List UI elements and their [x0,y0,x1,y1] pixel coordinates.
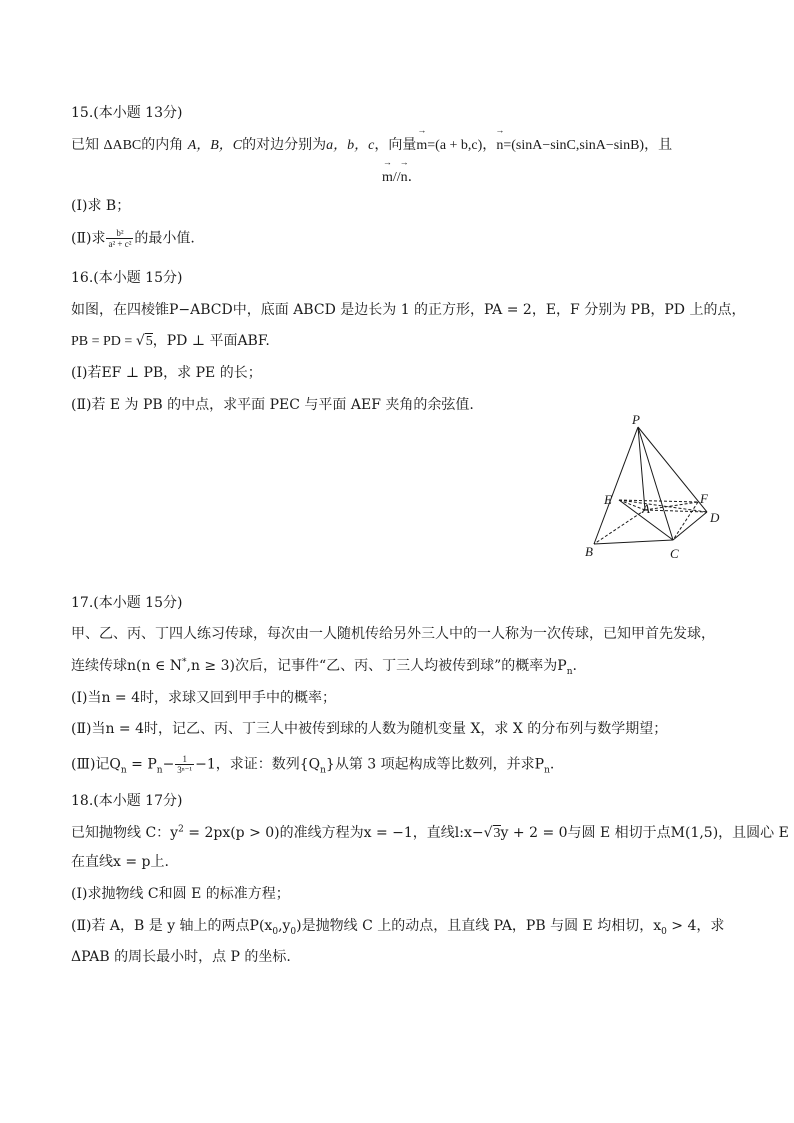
q15-fraction-denominator: a² + c² [108,239,132,249]
label-A: A [642,501,650,516]
q17-part3-c: − [162,756,175,773]
q18-part2-c: )是抛物线 C 上的动点，且直线 PA，PB 与圆 E 均相切，x [296,918,662,934]
edge-CD [673,512,707,540]
q15-parallel-condition [0,167,794,188]
q16-part2: (Ⅱ)若 E 为 PB 的中点，求平面 PEC 与平面 AEF 夹角的余弦值. [71,397,474,413]
q17-header: 17.(本小题 15分) [71,595,183,611]
q16-line2: PB = PD = √5，PD ⊥ 平面ABF. [71,333,270,349]
q18-header: 18.(本小题 17分) [71,793,183,809]
q15-stem-d: ，向量 [374,137,417,153]
label-P: P [632,412,640,427]
q17-fraction-denominator: 3ⁿ⁻¹ [177,765,193,775]
edge-AF [645,502,698,510]
label-C: C [670,546,679,561]
q15-part2 [71,228,195,249]
q18-part2-sub3: 0 [661,926,667,937]
q18-part2-d: > 4，求 [666,918,725,934]
q17-part1: (Ⅰ)当n = 4时，求球又回到甲手中的概率； [71,690,337,706]
q15-stem-c: 的对边分别为 [242,137,327,153]
q15-parallel-sep: // [392,170,401,185]
q17-fraction [175,754,194,775]
q15-fraction-numerator: b² [106,228,133,239]
q17-part3-sub1: n [120,765,127,776]
q18-part2-line2: ΔPAB 的周长最小时，点 P 的坐标. [71,949,291,965]
q15-vector-m-value: =(a + b,c)， [427,138,497,153]
q15-vector-n-value: =(sinA−sinC,sinA−sinB)，且 [503,138,673,153]
q18-part2 [71,916,724,936]
q17-line1: 甲、乙、丙、丁四人练习传球，每次由一人随机传给另外三人中的一人称为一次传球，已知甲首先发球， [71,626,715,642]
q17-part3-b: = P [126,756,157,773]
q17-line2-a: 连续传球n(n ∈ N [71,658,183,674]
q18-sqrt-value: 3 [493,826,501,841]
q17-part2: (Ⅱ)当n = 4时，记乙、丙、丁三人中被传到球的人数为随机变量 X，求 X 的分布列与数学期望； [71,721,668,737]
q17-line2-b: ,n ≥ 3)次后，记事件“乙、丙、丁三人均被传到球”的概率为P [186,658,567,674]
q16-line2-b: ，PD ⊥ 平面ABF. [152,333,270,349]
edge-PB [594,427,638,544]
q17-part3-sub4: n [544,765,550,776]
q18-line1-c: y + 2 = 0与圆 E 相切于点M(1,5)，且圆心 E [500,825,789,841]
q16-part1: (Ⅰ)若EF ⊥ PB，求 PE 的长； [71,365,262,381]
edge-AB [594,510,645,544]
label-F: F [700,491,708,506]
q17-line2 [71,656,577,676]
q17-line2-sup: * [182,657,187,668]
q17-part3-e: }从第 3 项起构成等比数列，并求P [325,756,545,773]
q15-stem [71,135,672,156]
q15-part1: (Ⅰ)求 B； [71,198,131,214]
q18-part2-sub2: 0 [290,926,297,937]
q15-vector-n: → n [496,136,503,156]
q18-part2-sub1: 0 [272,926,279,937]
q17-part3-f: . [549,756,555,773]
q16-header: 16.(本小题 15分) [71,270,183,286]
q15-header: 15.(本小题 13分) [71,105,183,121]
label-D: D [710,510,720,525]
q16-line1: 如图，在四棱锥P−ABCD中，底面 ABCD 是边长为 1 的正方形，PA = 2，E，F 分别为 PB，PD 上的点， [71,302,746,318]
q15-part2-pre: (Ⅱ)求 [71,230,106,247]
q17-part3-a: (Ⅲ)记Q [71,756,121,773]
q15-triangle: ΔABC [103,138,142,153]
q18-line2: 在直线x = p上. [71,854,169,870]
q18-line1-b: = 2px(p > 0)的准线方程为x = −1，直线l:x− [183,825,484,841]
q15-parallel-n: → n [401,168,408,188]
q17-part3-sub3: n [320,765,326,776]
edge-PD [638,427,707,512]
q18-part1: (Ⅰ)求抛物线 C和圆 E 的标准方程； [71,886,290,902]
q18-line1-sup: 2 [178,824,184,835]
edge-BC [594,540,673,544]
label-E: E [604,492,612,507]
q18-part2-a: (Ⅱ)若 A，B 是 y 轴上的两点P(x [71,918,273,934]
q15-parallel-end: . [407,169,413,185]
q18-line1: 已知抛物线 C：$y^2 = 2px(p > 0)$的准线方程为x = −1，直线l:x−√3y + 2 = 0与圆 E 相切于点M(1,5)，且圆心 E [71,824,789,841]
q15-stem-a: 已知 [71,137,104,153]
q15-stem-b: 的内角 [141,137,188,153]
q18-part2-b: ,y [278,918,291,934]
q15-vector-m: → m [416,136,427,156]
edge-FC [673,502,698,540]
q17-part3 [71,754,554,775]
q17-line2-sub: n [566,666,573,677]
q16-pyramid-figure [580,412,730,564]
q17-part3-sub2: n [156,765,163,776]
q15-side-vars: a，b，c [326,138,375,153]
q16-sqrt-value: 5 [145,334,153,349]
q15-parallel-m: → m [382,168,393,188]
q16-line2-a: PB = PD = [71,334,136,349]
q17-fraction-numerator: 1 [175,754,194,765]
q15-part2-post: 的最小值. [134,230,195,247]
q17-line2-c: . [572,658,577,674]
q18-line1-a: 已知抛物线 C：y [71,825,179,841]
q17-part3-d: −1，求证：数列{Q [195,756,321,773]
label-B: B [585,544,593,559]
edge-AD [645,510,707,512]
q15-fraction [106,228,133,249]
q15-angle-vars: A，B，C [187,138,243,153]
